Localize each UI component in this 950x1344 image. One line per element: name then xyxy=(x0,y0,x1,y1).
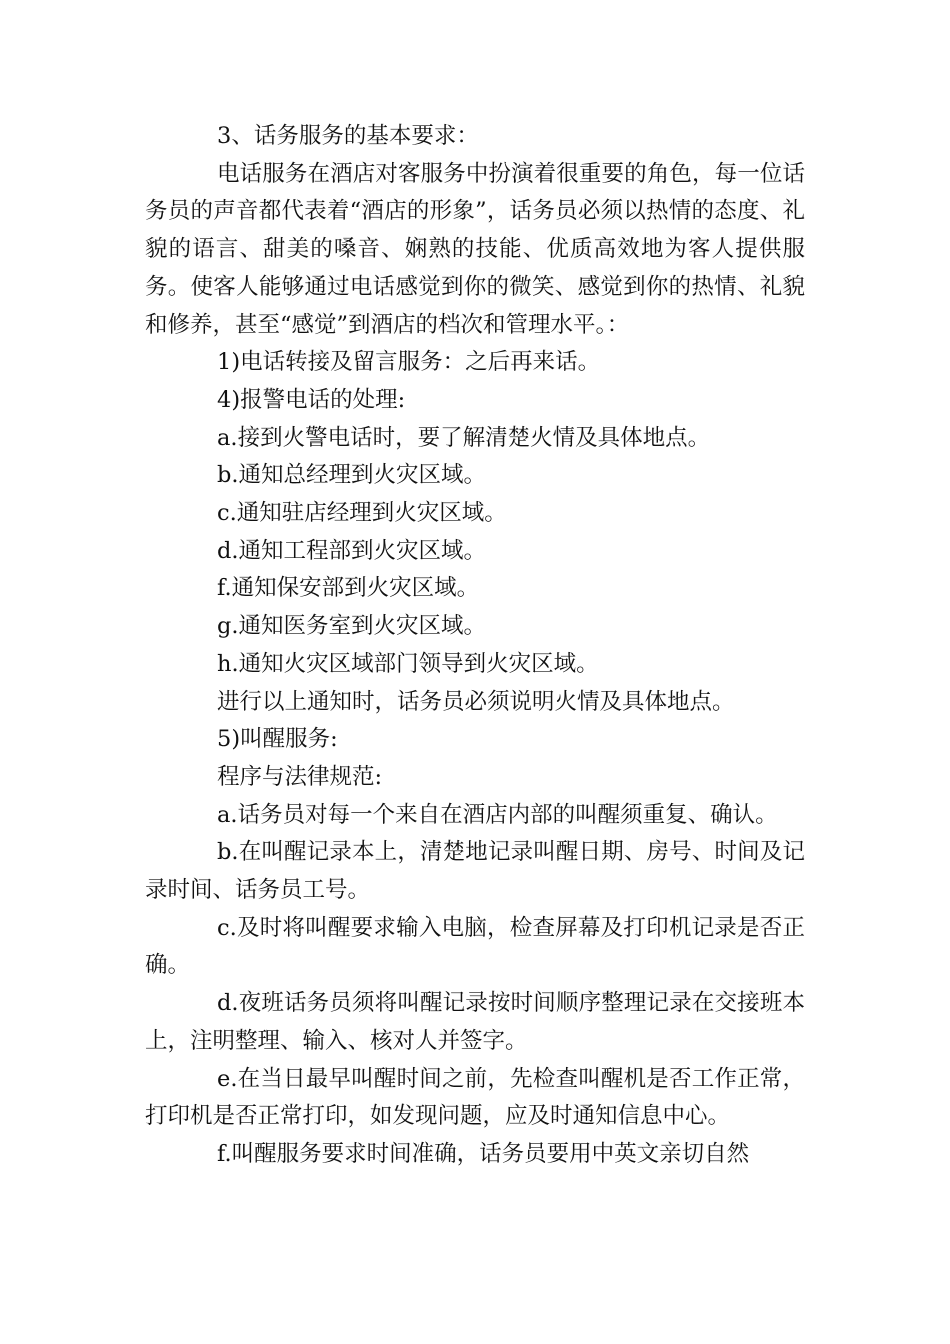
list-item: c.及时将叫醒要求输入电脑，检查屏幕及打印机记录是否正确。 xyxy=(145,914,805,979)
list-item: e.在当日最早叫醒时间之前，先检查叫醒机是否工作正常，打印机是否正常打印，如发现问题，应及时通知信息中心。 xyxy=(145,1065,805,1130)
list-item: b.通知总经理到火灾区域。 xyxy=(217,462,487,489)
paragraph: 程序与法律规范: xyxy=(217,763,383,790)
list-item: d.通知工程部到火灾区域。 xyxy=(217,537,487,564)
list-item: g.通知医务室到火灾区域。 xyxy=(217,613,487,640)
list-item: b.在叫醒记录本上，清楚地记录叫醒日期、房号、时间及记录时间、话务员工号。 xyxy=(145,839,805,904)
list-item: c.通知驻店经理到火灾区域。 xyxy=(217,500,507,527)
list-item: f.通知保安部到火灾区域。 xyxy=(217,575,480,602)
list-item: d.夜班话务员须将叫醒记录按时间顺序整理记录在交接班本上，注明整理、输入、核对人并签字。 xyxy=(145,990,805,1054)
subsection-heading: 4)报警电话的处理: xyxy=(217,386,406,413)
paragraph: 电话服务在酒店对客服务中扮演着很重要的角色，每一位话务员的声音都代表着“酒店的形象”，话务员必须以热情的态度、礼貌的语言、甜美的嗓音、娴熟的技能、优质高效地为客人提供服务。使客人能够通过电话感觉到你的微笑、感觉到你的热情、礼貌和修养，甚至“感觉”到酒店的档次和管理水平。： xyxy=(145,160,805,338)
subsection-heading: 1)电话转接及留言服务：之后再来话。 xyxy=(217,349,601,376)
list-item: a.话务员对每一个来自在酒店内部的叫醒须重复、确认。 xyxy=(217,801,778,828)
paragraph: 进行以上通知时，话务员必须说明火情及具体地点。 xyxy=(217,688,735,715)
list-item: f.叫醒服务要求时间准确，话务员要用中英文亲切自然 xyxy=(217,1140,750,1167)
list-item: h.通知火灾区域部门领导到火灾区域。 xyxy=(217,650,599,677)
section-heading: 3、话务服务的基本要求： xyxy=(217,123,479,149)
list-item: a.接到火警电话时，要了解清楚火情及具体地点。 xyxy=(217,424,711,451)
document-body xyxy=(145,118,805,1174)
subsection-heading: 5)叫醒服务: xyxy=(217,726,338,753)
